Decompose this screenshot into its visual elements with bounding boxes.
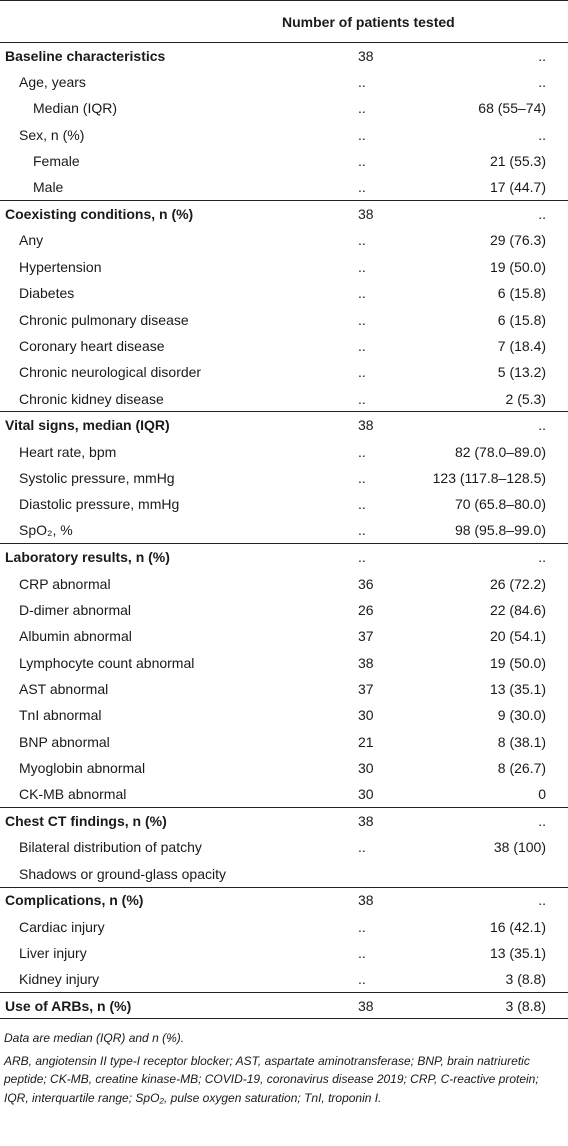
row-label: Age, years [19,74,86,91]
table-row [0,913,568,939]
row-label: Bilateral distribution of patchy [19,839,202,856]
row-label: Any [19,232,44,249]
row-number-tested: 21 [358,733,374,750]
table-row [0,781,568,807]
table-section-row [0,43,568,69]
row-label: Myoglobin abnormal [19,760,146,777]
row-value: .. [538,74,547,91]
row-value: 29 (76.3) [489,232,547,249]
table-row [0,834,568,860]
table-row [0,755,568,781]
row-value: 0 [538,786,547,803]
row-value-cell [398,834,568,860]
row-value: 8 (38.1) [497,733,547,750]
row-label: Coexisting conditions, n (%) [0,201,278,227]
row-value-cell [398,966,568,992]
table-row [0,148,568,174]
row-value: .. [538,206,547,223]
row-number-tested: 38 [278,993,398,1019]
row-value-cell [398,781,568,807]
table-section-row [0,808,568,834]
row-number-tested: .. [358,364,366,381]
row-number-tested: .. [358,918,366,935]
row-number-tested: 30 [358,760,374,777]
footnote-1: Data are median (IQR) and n (%). [4,1031,185,1046]
row-label: Diastolic pressure, mmHg [19,496,180,513]
row-value-cell [398,306,568,332]
row-value-cell [398,227,568,253]
row-label: Lymphocyte count abnormal [19,654,195,671]
table-row [0,280,568,306]
table-row [0,69,568,95]
row-value-cell [398,201,568,227]
table-row [0,940,568,966]
row-label: Hypertension [19,258,102,275]
row-label: Liver injury [19,944,87,961]
row-value-cell [398,729,568,755]
row-number-tested: 38 [278,412,398,438]
row-value: 13 (35.1) [489,681,547,698]
row-value-cell [398,438,568,464]
row-number-tested: 37 [358,681,374,698]
row-value-cell [398,333,568,359]
table-body [0,43,568,1019]
row-value: .. [538,892,547,909]
row-number-tested: .. [358,971,366,988]
row-number-tested: .. [358,390,366,407]
row-number-tested: 38 [278,43,398,69]
row-value-cell [398,280,568,306]
row-number-tested: .. [358,232,366,249]
row-value-cell [398,808,568,834]
row-label: Baseline characteristics [0,43,278,69]
table-row [0,359,568,385]
row-value: 82 (78.0–89.0) [454,443,547,460]
row-value: 3 (8.8) [505,971,547,988]
row-number-tested: .. [358,944,366,961]
row-value-cell [398,254,568,280]
row-number-tested: 38 [278,201,398,227]
row-value: 3 (8.8) [505,997,547,1014]
table-row [0,649,568,675]
row-value-cell [398,649,568,675]
row-value: .. [538,126,547,143]
row-label: Chronic neurological disorder [19,364,202,381]
row-value-cell [398,597,568,623]
row-number-tested: 36 [358,575,374,592]
row-value-cell [398,702,568,728]
row-value-cell [398,676,568,702]
row-value-cell [398,887,568,913]
table-row [0,702,568,728]
row-number-tested: .. [358,258,366,275]
row-label: Chronic kidney disease [19,390,164,407]
row-value: 8 (26.7) [497,760,547,777]
row-value-cell [398,861,568,887]
row-value: 22 (84.6) [489,601,547,618]
row-label: Systolic pressure, mmHg [19,469,175,486]
row-value-cell [398,122,568,148]
row-label: Median (IQR) [33,100,118,117]
row-value-cell [398,386,568,412]
table-row [0,966,568,992]
row-label: Chronic pulmonary disease [19,311,189,328]
row-value-cell [398,95,568,121]
table-section-row [0,201,568,227]
header-col2: Number of patients tested [282,13,455,30]
row-label: Use of ARBs, n (%) [0,993,278,1019]
row-value: 7 (18.4) [497,337,547,354]
row-label: Shadows or ground-glass opacity [19,865,227,882]
row-number-tested [278,861,398,887]
row-number-tested: .. [358,443,366,460]
row-value-cell [398,412,568,438]
row-label: SpO₂, % [19,522,73,539]
row-number-tested: 38 [278,887,398,913]
table-row [0,570,568,596]
row-value: 70 (65.8–80.0) [454,496,547,513]
table-row [0,491,568,517]
row-label: Coronary heart disease [19,337,165,354]
row-value-cell [398,69,568,95]
row-number-tested: .. [358,839,366,856]
row-value-cell [398,174,568,200]
row-label: Laboratory results, n (%) [0,544,278,570]
row-value: 19 (50.0) [489,258,547,275]
table-row [0,386,568,412]
row-value: .. [538,47,547,64]
row-label: AST abnormal [19,681,109,698]
row-number-tested: .. [358,100,366,117]
row-label: CK-MB abnormal [19,786,127,803]
table-row [0,333,568,359]
table-row [0,438,568,464]
row-value: 38 (100) [493,839,547,856]
row-number-tested: 38 [278,808,398,834]
row-number-tested: 38 [358,654,374,671]
row-value: .. [538,417,547,434]
row-label: Male [33,179,64,196]
row-label: Cardiac injury [19,918,105,935]
row-value: 6 (15.8) [497,311,547,328]
row-number-tested: 26 [358,601,374,618]
row-number-tested: .. [358,496,366,513]
row-value: 20 (54.1) [489,628,547,645]
row-value-cell [398,43,568,69]
row-value-cell [398,755,568,781]
table-row [0,597,568,623]
row-value: 123 (117.8–128.5) [432,469,547,486]
row-value-cell [398,940,568,966]
table-row [0,729,568,755]
table-row [0,623,568,649]
row-value: 17 (44.7) [489,179,547,196]
row-label: Complications, n (%) [0,887,278,913]
row-label: Heart rate, bpm [19,443,117,460]
row-number-tested: .. [358,74,366,91]
row-value-cell [398,570,568,596]
row-value: 21 (55.3) [489,153,547,170]
row-label: CRP abnormal [19,575,111,592]
row-value: .. [538,813,547,830]
row-label: Sex, n (%) [19,126,85,143]
table-section-row [0,412,568,438]
row-number-tested: .. [358,337,366,354]
row-number-tested: 30 [358,786,374,803]
row-number-tested: .. [358,469,366,486]
row-value: 2 (5.3) [505,390,547,407]
row-value: 26 (72.2) [489,575,547,592]
row-value-cell [398,544,568,570]
row-value-cell [398,993,568,1019]
table-row [0,306,568,332]
row-number-tested: .. [358,285,366,302]
table-row [0,254,568,280]
row-number-tested: .. [278,544,398,570]
row-number-tested: .. [358,522,366,539]
row-label: BNP abnormal [19,733,110,750]
row-number-tested: .. [358,311,366,328]
row-number-tested: 30 [358,707,374,724]
table-row [0,861,568,887]
row-label: Kidney injury [19,971,100,988]
header-col1 [0,1,278,43]
row-value-cell [398,491,568,517]
row-value-cell [398,465,568,491]
table-row [0,676,568,702]
row-label: Vital signs, median (IQR) [0,412,278,438]
table-section-row [0,887,568,913]
row-value-cell [398,913,568,939]
row-value: 98 (95.8–99.0) [454,522,547,539]
table-footnotes [0,1019,568,1107]
row-value-cell [398,518,568,544]
row-value: 19 (50.0) [489,654,547,671]
footnote-2: ARB, angiotensin II type-I receptor blocker; AST, aspartate aminotransferase; BNP, brain natriuretic peptide; CK-MB, creatine kinase-MB; COVID-19, coronavirus disease 2019; CRP, C-reactive protein; IQR, interquartile range; SpO₂, pulse oxygen saturation; TnI, troponin I. [4,1053,539,1105]
row-value-cell [398,623,568,649]
row-value: 13 (35.1) [489,944,547,961]
table-section-row [0,993,568,1019]
row-value: .. [538,549,547,566]
row-value: 5 (13.2) [497,364,547,381]
header-row [0,1,568,43]
row-value: 9 (30.0) [497,707,547,724]
table-row [0,174,568,200]
row-value: 6 (15.8) [497,285,547,302]
row-number-tested: .. [358,153,366,170]
table-row [0,227,568,253]
table-header [0,1,568,43]
table-section-row [0,544,568,570]
row-value-cell [398,359,568,385]
row-number-tested: .. [358,126,366,143]
table-row [0,465,568,491]
row-number-tested: .. [358,179,366,196]
table-row [0,518,568,544]
row-label: TnI abnormal [19,707,102,724]
table-row [0,95,568,121]
row-number-tested: 37 [358,628,374,645]
row-label: Chest CT findings, n (%) [0,808,278,834]
row-label: Female [33,153,80,170]
row-value: 16 (42.1) [489,918,547,935]
table-row [0,122,568,148]
row-label: Albumin abnormal [19,628,132,645]
row-label: D-dimer abnormal [19,601,132,618]
row-value: 68 (55–74) [478,100,547,117]
row-label: Diabetes [19,285,75,302]
row-value-cell [398,148,568,174]
